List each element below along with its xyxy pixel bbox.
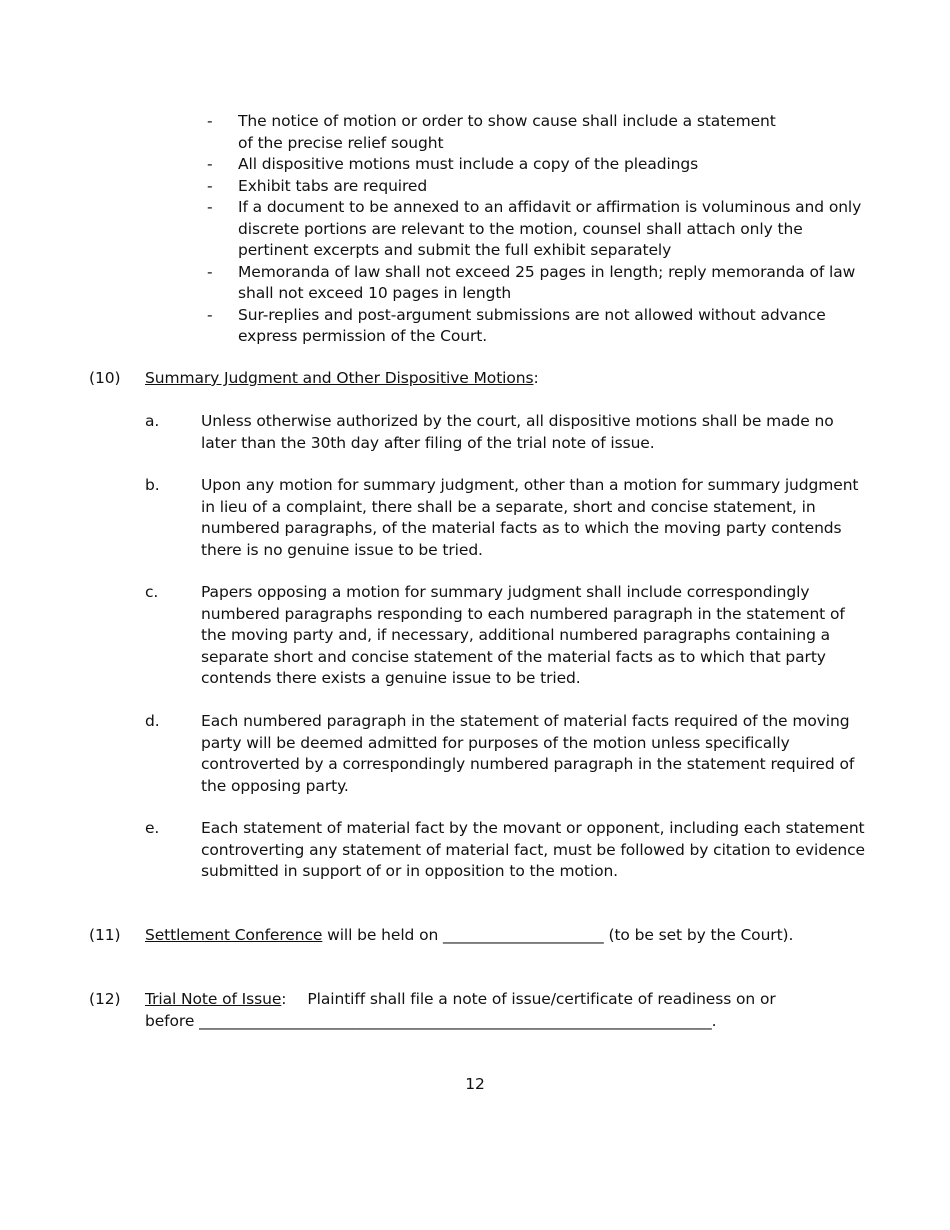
bullet-item (207, 262, 867, 305)
section-body (145, 925, 869, 947)
bullet-text: All dispositive motions must include a copy of the pleadings (238, 155, 699, 173)
section-11 (89, 925, 869, 947)
section-12 (89, 989, 869, 1032)
subitem-text: Upon any motion for summary judgment, other than a motion for summary judgment in lieu of a complaint, there shall be a separate, short and concise statement, in numbered paragraphs, of the material facts as to which the moving party contends there is no genuine issue to be tried. (201, 476, 859, 559)
section-text-line-1: Plaintiff shall file a note of issue/certificate of readiness on or (307, 990, 776, 1008)
subitem-b (145, 475, 865, 561)
subitem-text: Papers opposing a motion for summary judgment shall include correspondingly numbered paragraphs responding to each numbered paragraph in the statement of the moving party and, if necessary, additional numbered paragraphs containing a separate short and concise statement of the material facts as to which that party contends there exists a genuine issue to be tried. (201, 583, 845, 687)
section-10-heading (89, 368, 869, 390)
bullet-text (238, 111, 778, 154)
section-number: (10) (89, 369, 121, 387)
bullet-text: Exhibit tabs are required (238, 176, 428, 195)
subitem-c (145, 582, 865, 690)
bullet-text: Memoranda of law shall not exceed 25 pages in length; reply memoranda of law shall not exceed 10 pages in length (238, 262, 856, 302)
bullet-dash: - (207, 112, 213, 130)
bullet-text: Sur-replies and post-argument submissions are not allowed without advance express permission of the Court. (238, 305, 826, 345)
subitem-text: Each statement of material fact by the movant or opponent, including each statement controverting any statement of material fact, must be followed by citation to evidence submitted in support of or in opposition to the motion. (201, 819, 865, 880)
bullet-item (207, 197, 867, 262)
subitem-text: Each numbered paragraph in the statement of material facts required of the moving party will be deemed admitted for purposes of the motion unless specifically controverted by a correspondingly numbered paragraph in the statement required of the opposing party. (201, 712, 855, 795)
bullet-dash: - (207, 305, 213, 324)
subitem-a (145, 411, 865, 454)
bullet-dash: - (207, 198, 213, 216)
bullet-dash: - (207, 155, 213, 173)
section-heading (145, 368, 869, 390)
section-heading-suffix: : (533, 369, 539, 387)
section-heading-suffix: : (281, 990, 287, 1008)
subitem-letter: c. (145, 583, 159, 601)
subitem-d (145, 711, 865, 797)
bullet-dash: - (207, 176, 213, 195)
section-text-line-2: before ___________________________________________________________________. (145, 1011, 717, 1030)
subitem-letter: d. (145, 712, 160, 730)
bullet-dash: - (207, 262, 213, 281)
subitem-text: Unless otherwise authorized by the court, all dispositive motions shall be made no later than the 30th day after filing of the trial note of issue. (201, 412, 834, 452)
section-number: (11) (89, 926, 121, 944)
bullet-text-content: The notice of motion or order to show cause shall include a statement of the precise relief sought (238, 112, 776, 152)
bullet-text: If a document to be annexed to an affidavit or affirmation is voluminous and only discrete portions are relevant to the motion, counsel shall attach only the pertinent excerpts and submit the full exhibit separately (238, 198, 862, 259)
page-number: 12 (465, 1075, 485, 1093)
subitem-e (145, 818, 865, 883)
subitem-letter: e. (145, 819, 160, 837)
requirements-bullet-list (207, 111, 867, 348)
subitem-letter: b. (145, 476, 160, 494)
subitem-letter: a. (145, 412, 160, 430)
bullet-item (207, 111, 867, 154)
bullet-item (207, 154, 867, 176)
section-heading-text: Summary Judgment and Other Dispositive Motions (145, 369, 534, 387)
section-text: will be held on _____________________ (to be set by the Court). (322, 926, 794, 944)
section-line-1 (145, 989, 869, 1011)
bullet-item (207, 176, 867, 198)
section-heading-text: Trial Note of Issue (145, 990, 282, 1008)
bullet-item (207, 305, 867, 348)
section-number: (12) (89, 990, 121, 1008)
section-body (145, 989, 869, 1032)
section-heading-text: Settlement Conference (145, 926, 323, 944)
